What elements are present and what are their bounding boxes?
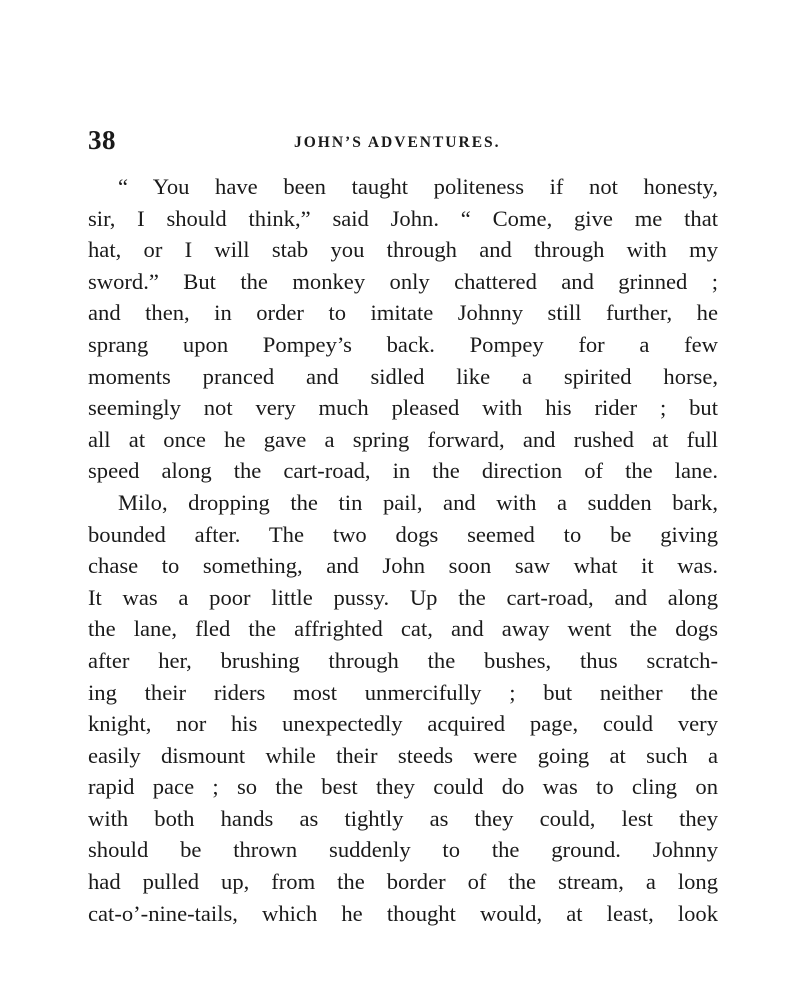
running-head: JOHN’S ADVENTURES.: [294, 134, 501, 151]
text-line: ing their riders most unmercifully ; but neither the: [88, 679, 718, 705]
text-line: seemingly not very much pleased with his rider ; but: [88, 395, 718, 421]
text-line: sprang upon Pompey’s back. Pompey for a few: [88, 331, 718, 357]
text-line: with both hands as tightly as they could, lest they: [88, 805, 718, 831]
text-line: bounded after. The two dogs seemed to be giving: [88, 521, 718, 547]
text-line: rapid pace ; so the best they could do was to cling on: [88, 774, 718, 800]
text-line: speed along the cart-road, in the direction of the lane.: [88, 458, 718, 484]
body-text: [88, 171, 718, 929]
text-line: easily dismount while their steeds were going at such a: [88, 742, 718, 768]
page-header: [88, 120, 718, 160]
book-page: [88, 120, 718, 929]
text-line: the lane, fled the affrighted cat, and away went the dogs: [88, 616, 718, 642]
text-line: cat-o’-nine-tails, which he thought would, at least, look: [88, 900, 718, 926]
text-line: moments pranced and sidled like a spirited horse,: [88, 363, 718, 389]
text-line: sword.” But the monkey only chattered and grinned ;: [88, 268, 718, 294]
page-number: 38: [88, 125, 116, 155]
text-line: knight, nor his unexpectedly acquired page, could very: [88, 711, 718, 737]
text-line: had pulled up, from the border of the stream, a long: [88, 869, 718, 895]
text-line: hat, or I will stab you through and through with my: [88, 237, 718, 263]
text-line: should be thrown suddenly to the ground. Johnny: [88, 837, 718, 863]
text-line: after her, brushing through the bushes, thus scratch-: [88, 647, 718, 673]
text-line: Milo, dropping the tin pail, and with a sudden bark,: [118, 489, 718, 515]
text-line: sir, I should think,” said John. “ Come, give me that: [88, 205, 718, 231]
text-line: chase to something, and John soon saw what it was.: [88, 553, 718, 579]
text-line: all at once he gave a spring forward, and rushed at full: [88, 426, 718, 452]
text-line: “ You have been taught politeness if not honesty,: [118, 174, 718, 199]
text-line: It was a poor little pussy. Up the cart-road, and along: [88, 584, 718, 610]
text-line: and then, in order to imitate Johnny still further, he: [88, 300, 718, 326]
